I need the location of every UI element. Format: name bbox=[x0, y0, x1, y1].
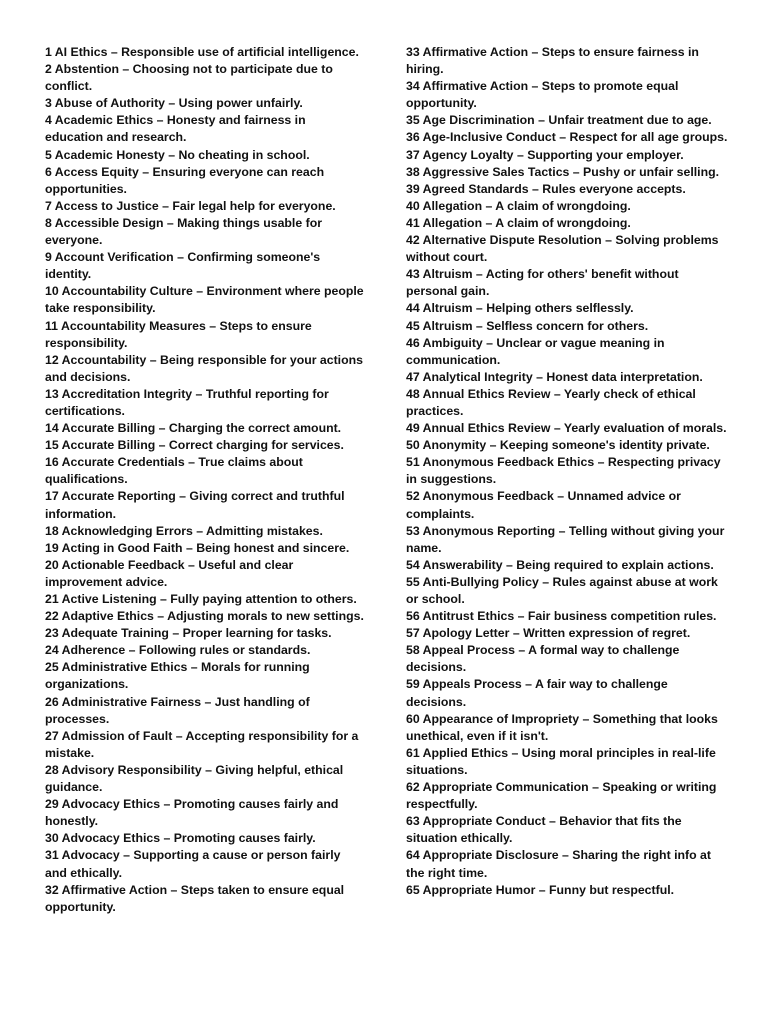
glossary-entry: 51 Anonymous Feedback Ethics – Respecting privacy in suggestions. bbox=[406, 455, 721, 487]
glossary-left-column bbox=[45, 44, 365, 916]
glossary-entry: 42 Alternative Dispute Resolution – Solving problems without court. bbox=[406, 233, 719, 265]
glossary-entry: 53 Anonymous Reporting – Telling without giving your name. bbox=[406, 523, 725, 555]
glossary-entry: 16 Accurate Credentials – True claims about qualifications. bbox=[45, 455, 303, 487]
glossary-entry: 58 Appeal Process – A formal way to challenge decisions. bbox=[406, 643, 680, 675]
glossary-entry: 28 Advisory Responsibility – Giving helpful, ethical guidance. bbox=[45, 762, 344, 795]
glossary-entry: 33 Affirmative Action – Steps to ensure fairness in hiring. bbox=[406, 45, 699, 77]
glossary-entry: 55 Anti-Bullying Policy – Rules against abuse at work or school. bbox=[406, 574, 718, 606]
glossary-entry: 34 Affirmative Action – Steps to promote equal opportunity. bbox=[406, 79, 679, 111]
glossary-entry: 8 Accessible Design – Making things usable for everyone. bbox=[45, 215, 322, 248]
glossary-entry: 11 Accountability Measures – Steps to ensure responsibility. bbox=[45, 318, 312, 350]
glossary-entry: 48 Annual Ethics Review – Yearly check of ethical practices. bbox=[406, 386, 696, 418]
glossary-entry: 35 Age Discrimination – Unfair treatment due to age. bbox=[406, 113, 712, 128]
glossary-entry: 15 Accurate Billing – Correct charging for services. bbox=[45, 438, 344, 453]
glossary-entry: 1 AI Ethics – Responsible use of artificial intelligence. bbox=[45, 45, 359, 59]
glossary-entry: 18 Acknowledging Errors – Admitting mistakes. bbox=[45, 523, 323, 538]
glossary-entry: 7 Access to Justice – Fair legal help for everyone. bbox=[45, 198, 336, 213]
glossary-entry: 31 Advocacy – Supporting a cause or person fairly and ethically. bbox=[45, 848, 341, 880]
glossary-entry: 56 Antitrust Ethics – Fair business competition rules. bbox=[406, 609, 717, 624]
glossary-entry: 52 Anonymous Feedback – Unnamed advice or complaints. bbox=[406, 489, 681, 521]
glossary-entry: 65 Appropriate Humor – Funny but respectful. bbox=[406, 882, 675, 897]
glossary-entry: 23 Adequate Training – Proper learning for tasks. bbox=[45, 626, 332, 641]
glossary-entry: 21 Active Listening – Fully paying attention to others. bbox=[45, 592, 357, 606]
glossary-entry: 30 Advocacy Ethics – Promoting causes fairly. bbox=[45, 831, 316, 846]
glossary-entry: 38 Aggressive Sales Tactics – Pushy or unfair selling. bbox=[406, 164, 720, 179]
glossary-entry: 63 Appropriate Conduct – Behavior that fits the situation ethically. bbox=[406, 814, 682, 846]
glossary-entry: 62 Appropriate Communication – Speaking or writing respectfully. bbox=[406, 780, 717, 812]
glossary-entry: 46 Ambiguity – Unclear or vague meaning in communication. bbox=[406, 335, 665, 367]
glossary-entry: 22 Adaptive Ethics – Adjusting morals to new settings. bbox=[45, 609, 364, 624]
glossary-entry: 44 Altruism – Helping others selflessly. bbox=[406, 301, 634, 316]
glossary-entry: 59 Appeals Process – A fair way to challenge decisions. bbox=[406, 677, 668, 709]
glossary-entry: 13 Accreditation Integrity – Truthful reporting for certifications. bbox=[45, 386, 329, 418]
glossary-entry: 39 Agreed Standards – Rules everyone accepts. bbox=[406, 181, 686, 196]
glossary-entry: 6 Access Equity – Ensuring everyone can reach opportunities. bbox=[45, 164, 325, 196]
glossary-entry: 12 Accountability – Being responsible for your actions and decisions. bbox=[45, 352, 363, 384]
glossary-entry: 24 Adherence – Following rules or standards. bbox=[45, 643, 311, 658]
glossary-entry: 47 Analytical Integrity – Honest data interpretation. bbox=[406, 369, 703, 384]
glossary-entry: 36 Age-Inclusive Conduct – Respect for all age groups. bbox=[406, 130, 728, 145]
glossary-entry: 41 Allegation – A claim of wrongdoing. bbox=[406, 215, 631, 230]
glossary-entry: 17 Accurate Reporting – Giving correct and truthful information. bbox=[45, 489, 345, 521]
glossary-entry: 10 Accountability Culture – Environment where people take responsibility. bbox=[45, 284, 364, 316]
glossary-entry: 61 Applied Ethics – Using moral principles in real-life situations. bbox=[406, 745, 716, 777]
glossary-entry: 25 Administrative Ethics – Morals for running organizations. bbox=[45, 660, 310, 692]
glossary-entry: 40 Allegation – A claim of wrongdoing. bbox=[406, 198, 631, 213]
glossary-entry: 49 Annual Ethics Review – Yearly evaluation of morals. bbox=[406, 421, 727, 436]
glossary-entry: 32 Affirmative Action – Steps taken to ensure equal opportunity. bbox=[45, 882, 345, 914]
glossary-entry: 54 Answerability – Being required to explain actions. bbox=[406, 557, 714, 572]
glossary-entry: 27 Admission of Fault – Accepting responsibility for a mistake. bbox=[45, 728, 359, 760]
glossary-entry: 5 Academic Honesty – No cheating in school. bbox=[45, 147, 310, 162]
glossary-entry: 19 Acting in Good Faith – Being honest and sincere. bbox=[45, 540, 350, 555]
glossary-entry: 2 Abstention – Choosing not to participate due to conflict. bbox=[45, 62, 333, 94]
glossary-entry: 60 Appearance of Impropriety – Something that looks unethical, even if it isn't. bbox=[406, 711, 718, 743]
glossary-entry: 4 Academic Ethics – Honesty and fairness in education and research. bbox=[45, 113, 306, 145]
glossary-entry: 57 Apology Letter – Written expression of regret. bbox=[406, 626, 691, 641]
glossary-entry: 45 Altruism – Selfless concern for others. bbox=[406, 318, 649, 333]
glossary-entry: 64 Appropriate Disclosure – Sharing the right info at the right time. bbox=[406, 848, 711, 880]
glossary-entry: 20 Actionable Feedback – Useful and clear improvement advice. bbox=[45, 557, 294, 589]
glossary-entry: 29 Advocacy Ethics – Promoting causes fairly and honestly. bbox=[45, 797, 339, 829]
glossary-entry: 9 Account Verification – Confirming someone's identity. bbox=[45, 250, 321, 282]
glossary-right-column bbox=[406, 44, 728, 899]
glossary-entry: 37 Agency Loyalty – Supporting your employer. bbox=[406, 147, 684, 162]
glossary-entry: 14 Accurate Billing – Charging the correct amount. bbox=[45, 421, 342, 436]
glossary-entry: 43 Altruism – Acting for others' benefit without personal gain. bbox=[406, 267, 679, 299]
glossary-entry: 50 Anonymity – Keeping someone's identity private. bbox=[406, 438, 710, 453]
glossary-entry: 26 Administrative Fairness – Just handling of processes. bbox=[45, 694, 310, 726]
glossary-entry: 3 Abuse of Authority – Using power unfairly. bbox=[45, 96, 303, 111]
